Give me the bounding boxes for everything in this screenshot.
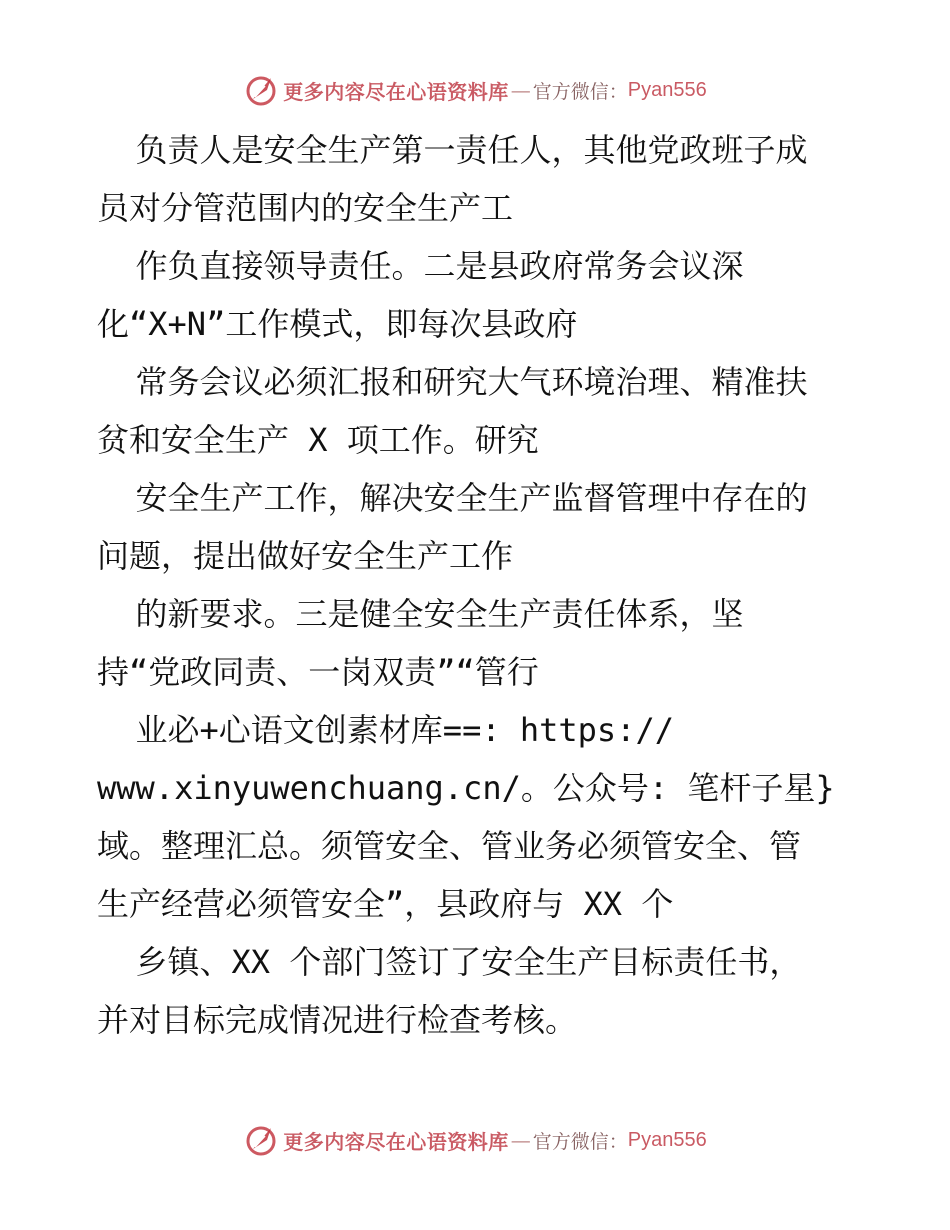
text-line: 安全生产工作，解决安全生产监督管理中存在的 — [97, 479, 808, 517]
text-line: 负责人是安全生产第一责任人，其他党政班子成 — [97, 131, 808, 169]
footer-watermark — [0, 1120, 950, 1160]
watermark-wechat-label: 官方微信： — [532, 80, 628, 103]
text-line: 业必+心语文创素材库==: https:// — [97, 711, 674, 749]
feather-pen-logo-icon — [243, 1122, 279, 1158]
text-line: 问题，提出做好安全生产工作 — [97, 537, 514, 575]
text-line: 贫和安全生产 X 项工作。研究 — [97, 421, 539, 459]
text-line: 乡镇、XX 个部门签订了安全生产目标责任书， — [97, 943, 802, 981]
body-text — [97, 121, 867, 1049]
text-line: 员对分管范围内的安全生产工 — [97, 189, 514, 227]
text-line: www.xinyuwenchuang.cn/。公众号: 笔杆子星} — [97, 769, 835, 807]
watermark-separator: — — [510, 1128, 531, 1152]
feather-pen-logo-icon — [243, 72, 279, 108]
watermark-brand: 更多内容尽在心语资料库 — [283, 1129, 509, 1154]
text-line: 的新要求。三是健全安全生产责任体系，坚 — [97, 595, 744, 633]
text-line: 作负直接领导责任。二是县政府常务会议深 — [97, 247, 744, 285]
text-line: 域。整理汇总。须管安全、管业务必须管安全、管 — [97, 827, 802, 865]
text-line: 持“党政同责、一岗双责”“管行 — [97, 653, 539, 691]
watermark-wechat-id: Pyan556 — [627, 78, 707, 101]
header-watermark — [0, 70, 950, 110]
watermark-brand: 更多内容尽在心语资料库 — [283, 79, 509, 104]
text-line: 并对目标完成情况进行检查考核。 — [97, 1001, 578, 1039]
watermark-wechat-label: 官方微信： — [532, 1130, 628, 1153]
text-line: 常务会议必须汇报和研究大气环境治理、精准扶 — [97, 363, 808, 401]
watermark-wechat-id: Pyan556 — [627, 1128, 707, 1151]
text-line: 生产经营必须管安全”，县政府与 XX 个 — [97, 885, 674, 923]
text-line: 化“X+N”工作模式，即每次县政府 — [97, 305, 578, 343]
watermark-separator: — — [510, 78, 531, 102]
